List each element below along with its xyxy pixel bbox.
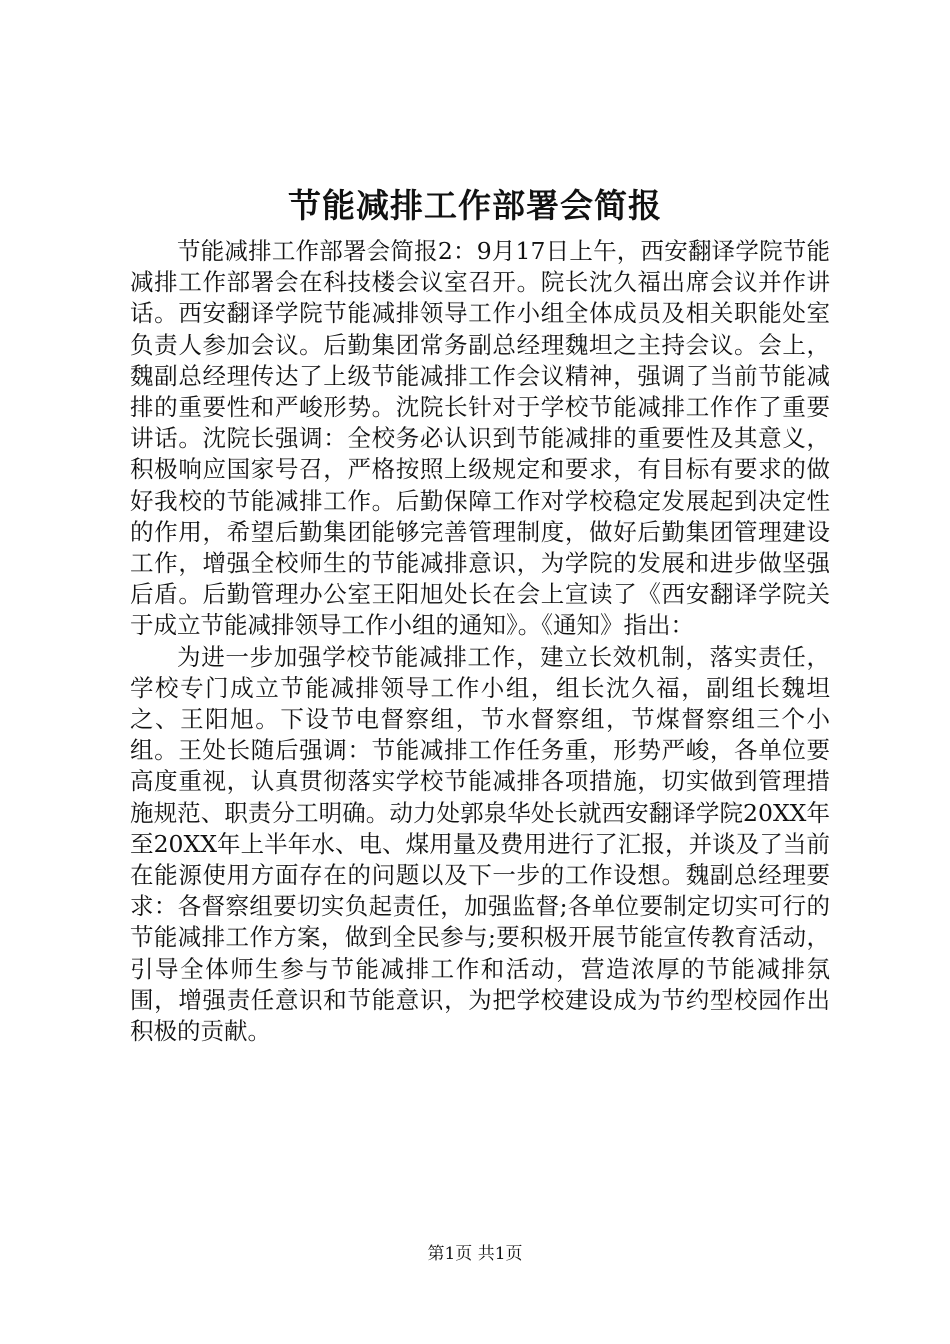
document-body <box>130 236 830 1047</box>
paragraph-1: 节能减排工作部署会简报2：9月17日上午，西安翻译学院节能减排工作部署会在科技楼会议室召开。院长沈久福出席会议并作讲话。西安翻译学院节能减排领导工作小组全体成员及相关职能处室负责人参加会议。后勤集团常务副总经理魏坦之主持会议。会上，魏副总经理传达了上级节能减排工作会议精神，强调了当前节能减排的重要性和严峻形势。沈院长针对于学校节能减排工作作了重要讲话。沈院长强调：全校务必认识到节能减排的重要性及其意义，积极响应国家号召，严格按照上级规定和要求，有目标有要求的做好我校的节能减排工作。后勤保障工作对学校稳定发展起到决定性的作用，希望后勤集团能够完善管理制度，做好后勤集团管理建设工作，增强全校师生的节能减排意识，为学院的发展和进步做坚强后盾。后勤管理办公室王阳旭处长在会上宣读了《西安翻译学院关于成立节能减排领导工作小组的通知》。《通知》指出： <box>130 237 830 640</box>
paragraph-2: 为进一步加强学校节能减排工作，建立长效机制，落实责任，学校专门成立节能减排领导工作小组，组长沈久福，副组长魏坦之、王阳旭。下设节电督察组，节水督察组，节煤督察组三个小组。王处长随后强调：节能减排工作任务重，形势严峻，各单位要高度重视，认真贯彻落实学校节能减排各项措施，切实做到管理措施规范、职责分工明确。动力处郭泉华处长就西安翻译学院20XX年至20XX年上半年水、电、煤用量及费用进行了汇报，并谈及了当前在能源使用方面存在的问题以及下一步的工作设想。魏副总经理要求：各督察组要切实负起责任，加强监督;各单位要制定切实可行的节能减排工作方案，做到全民参与;要积极开展节能宣传教育活动，引导全体师生参与节能减排工作和活动，营造浓厚的节能减排氛围，增强责任意识和节能意识，为把学校建设成为节约型校园作出积极的贡献。 <box>130 642 830 1046</box>
document-title: 节能减排工作部署会简报 <box>288 186 662 225</box>
page-footer: 第1页 共1页 <box>427 1244 523 1264</box>
